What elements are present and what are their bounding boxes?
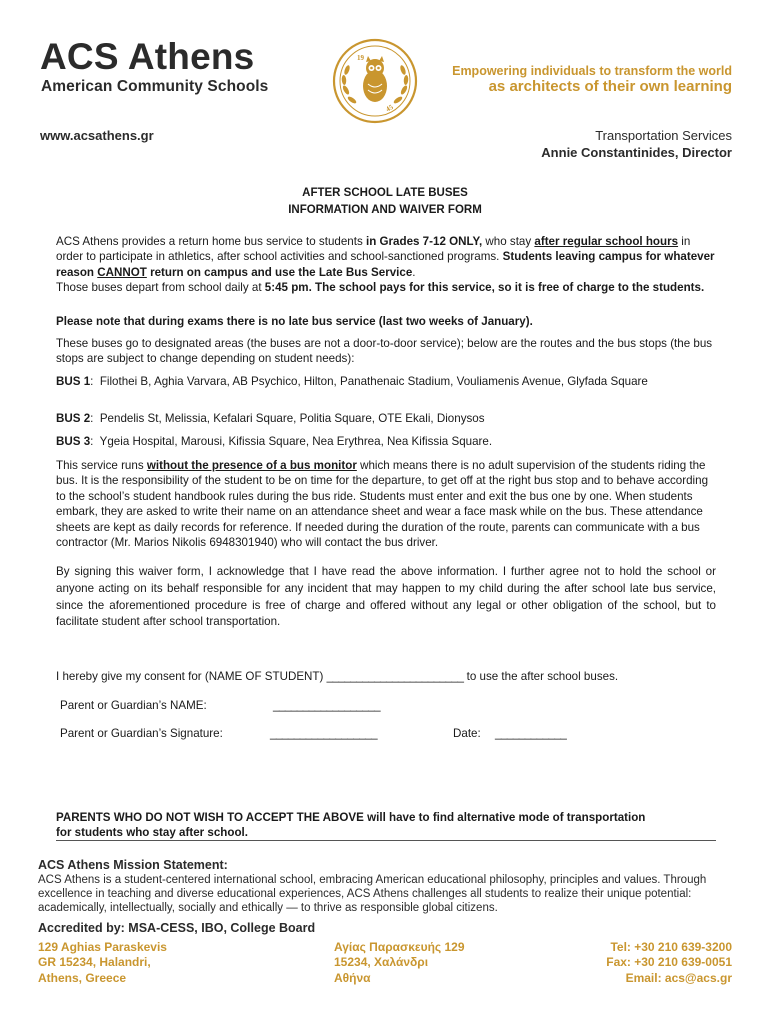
intro-depart-time: 5:45 pm. The school pays for this service, so it is free of charge to the students. <box>264 281 705 295</box>
mission-text: ACS Athens is a student-centered international school, embracing American educational philosophy, principles and values. Through excellence in teaching and diverse educational experiences, ACS Athens challenges all students to realize their unique potential: academically, intellectually, socially and ethically — to thrive as responsible global citizens. <box>38 874 707 915</box>
intro-grades: in Grades 7-12 ONLY, <box>365 235 483 248</box>
parent-name-field[interactable]: __________________ <box>273 699 381 712</box>
bus-route: Filothei B, Aghia Varvara, AB Psychico, Hilton, Panathenaic Stadium, Vouliamenis Avenue, Glyfada Square <box>99 375 648 388</box>
address-line: Αγίας Παρασκευής 129 <box>334 940 465 954</box>
date-field[interactable]: ____________ <box>495 727 567 740</box>
accreditation: Accredited by: MSA-CESS, IBO, College Board <box>38 921 316 935</box>
consent-suffix: to use the after school buses. <box>463 670 619 683</box>
consent-prefix: I hereby give my consent for (NAME OF STUDENT) <box>56 670 327 683</box>
phone-number: Tel: +30 210 639-3200 <box>610 940 732 954</box>
department-name: Transportation Services <box>595 128 732 143</box>
intro-leaving-campus: Students leaving campus for whatever reason <box>56 250 715 279</box>
address-line: Athens, Greece <box>38 970 127 985</box>
address-line: GR 15234, Halandri, <box>38 955 151 970</box>
seal-year-left: 19 <box>357 54 364 62</box>
parent-name-label: Parent or Guardian’s NAME: <box>60 699 207 712</box>
bus-route: Ygeia Hospital, Marousi, Kifissia Square, Nea Erythrea, Nea Kifissia Square. <box>99 435 493 448</box>
intro-cannot: CANNOT <box>97 265 147 279</box>
parent-signature-label: Parent or Guardian’s Signature: <box>60 727 223 740</box>
consent-line <box>56 669 716 684</box>
bus-2-route: BUS 2: Pendelis St, Melissia, Kefalari Square, Politia Square, OTE Ekali, Dionysos <box>56 412 485 425</box>
address-line: 15234, Χαλάνδρι <box>334 955 429 970</box>
monitor-text: This service runs <box>56 459 147 472</box>
form-title <box>0 185 770 220</box>
department-block <box>541 128 732 162</box>
monitor-paragraph <box>56 458 716 550</box>
exam-note: Please note that during exams there is no late bus service (last two weeks of January). <box>56 315 533 328</box>
intro-paragraph <box>56 234 716 296</box>
bus-label: BUS 3 <box>56 435 91 448</box>
fax-number: Fax: +30 210 639-0051 <box>606 955 732 970</box>
bus-route: Pendelis St, Melissia, Kefalari Square, Politia Square, OTE Ekali, Dionysos <box>99 412 485 425</box>
contact-info <box>606 940 732 986</box>
date-label: Date: <box>453 727 481 740</box>
tagline-line-1: Empowering individuals to transform the world <box>452 64 732 78</box>
address-line: Αθήνα <box>334 970 371 985</box>
bus-3-route: BUS 3: Ygeia Hospital, Marousi, Kifissia Square, Nea Erythrea, Nea Kifissia Square. <box>56 435 493 448</box>
monitor-emphasis: without the presence of a bus monitor <box>146 459 357 472</box>
routes-intro: These buses go to designated areas (the buses are not a door-to-door service); below are the routes and the bus stops (the bus stops are subject to change depending on student needs): <box>56 337 713 366</box>
intro-depart-text: Those buses depart from school daily at <box>56 281 265 295</box>
owl-seal-icon <box>332 38 418 124</box>
waiver-paragraph: By signing this waiver form, I acknowledge that I have read the above information. I further agree not to hold the school or anyone acting on its behalf responsible for any incident that may happen to my child during the after school late bus service, since the aforementioned procedure is free of charge and offered without any legal or other obligation of the school, but to facilitate student after school transportation. <box>56 565 716 629</box>
seal-year-right: 45 <box>384 103 395 114</box>
intro-after-hours: after regular school hours <box>534 235 679 248</box>
intro-text: in order to participate in athletics, after school activities and school-sanctioned programs. <box>56 235 691 264</box>
closing-statement: PARENTS WHO DO NOT WISH TO ACCEPT THE ABOVE will have to find alternative mode of transportation for students who stay after school. <box>56 811 646 840</box>
form-title-line-2: INFORMATION AND WAIVER FORM <box>288 204 482 217</box>
director-name: Annie Constantinides, Director <box>541 144 732 160</box>
mission-title: ACS Athens Mission Statement: <box>38 858 228 872</box>
address-line: 129 Aghias Paraskevis <box>38 940 167 954</box>
logo-title: ACS Athens <box>40 36 255 77</box>
intro-text: ACS Athens provides a return home bus service to students <box>56 235 366 248</box>
intro-text: who stay <box>482 235 535 248</box>
intro-late-bus: return on campus and use the Late Bus Service <box>146 265 413 279</box>
monitor-text: which means there is no adult supervision of the students riding the bus. It is the responsibility of the student to be on time for the departure, to get off at the right bus stop and to behave according to the school’s student handbook rules during the bus ride. Students must enter and exit the bus one by one. When students embark, they are asked to write their name on an attendance sheet and wear a face mask while on the bus. These attendance sheets are kept as daily records for reference. If needed during the duration of the route, parents can communicate with a bus contractor (Mr. Marios Nikolis 6948301940) who will contact the bus driver. <box>56 459 709 550</box>
student-name-field[interactable]: _______________________ <box>326 670 464 683</box>
bus-label: BUS 2 <box>56 412 91 425</box>
bus-label: BUS 1 <box>56 375 91 388</box>
tagline-line-2: as architects of their own learning <box>488 78 732 96</box>
bus-1-route: BUS 1: Filothei B, Aghia Varvara, AB Psychico, Hilton, Panathenaic Stadium, Vouliamenis Avenue, Glyfada Square <box>56 375 648 388</box>
address-greek <box>334 940 465 986</box>
address-english <box>38 940 167 986</box>
intro-text: . <box>412 265 416 279</box>
website-link[interactable]: www.acsathens.gr <box>40 128 154 143</box>
tagline <box>452 64 732 96</box>
form-title-line-1: AFTER SCHOOL LATE BUSES <box>302 187 468 199</box>
mission-statement <box>38 858 738 915</box>
parent-signature-field[interactable]: __________________ <box>270 727 378 740</box>
email-link[interactable]: Email: acs@acs.gr <box>625 970 732 985</box>
logo-subtitle: American Community Schools <box>41 78 269 95</box>
footer-divider <box>56 840 716 841</box>
